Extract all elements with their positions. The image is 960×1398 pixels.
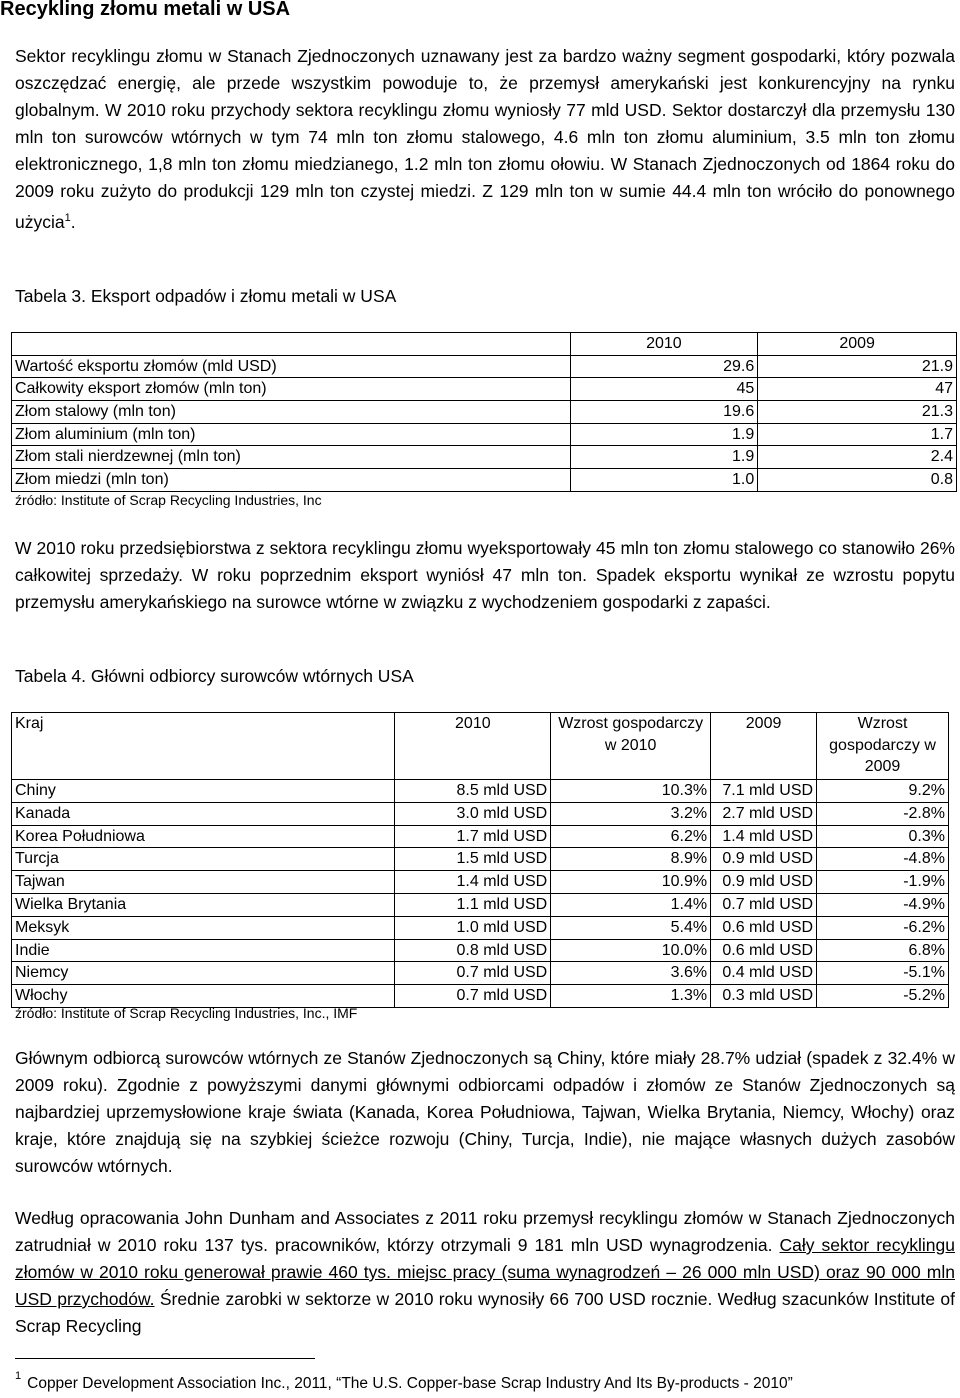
value-2010: 1.9 — [570, 423, 758, 446]
table-row — [12, 423, 957, 446]
value-2010: 8.5 mld USD — [395, 780, 551, 803]
growth-2010: 6.2% — [551, 825, 711, 848]
growth-2010: 1.4% — [551, 893, 711, 916]
growth-2009: -6.2% — [817, 916, 949, 939]
growth-2009: 6.8% — [817, 939, 949, 962]
growth-2009: -2.8% — [817, 802, 949, 825]
growth-2009: -4.8% — [817, 848, 949, 871]
growth-2009: -1.9% — [817, 871, 949, 894]
table-row — [12, 401, 957, 424]
value-2010: 0.7 mld USD — [395, 962, 551, 985]
country-cell: Wielka Brytania — [12, 893, 395, 916]
employment-text-a: Według opracowania John Dunham and Associates z 2011 roku przemysł recyklingu złomów w Stanach Zjednoczonych zatrudniał w 2010 roku 137 tys. pracowników, którzy otrzymali 9 181 mln USD wynagrodzenia. — [15, 1208, 955, 1255]
table-row — [12, 825, 949, 848]
value-2009: 21.9 — [758, 355, 957, 378]
value-2009: 0.6 mld USD — [711, 916, 817, 939]
growth-2009: 0.3% — [817, 825, 949, 848]
header-cell: Wzrost gospodarczy w 2009 — [817, 713, 949, 780]
table-row — [12, 939, 949, 962]
value-2009: 47 — [758, 378, 957, 401]
value-2009: 2.7 mld USD — [711, 802, 817, 825]
country-cell: Turcja — [12, 848, 395, 871]
intro-text: Sektor recyklingu złomu w Stanach Zjednoczonych uznawany jest za bardzo ważny segment gospodarki, który pozwala oszczędzać energię, ale przede wszystkim powoduje to, że przemysł amerykański jest konkurencyjny na rynku globalnym. W 2010 roku przychody sektora recyklingu złomu wyniosły 77 mld USD. Sektor dostarczył dla przemysłu 130 mln ton surowców wtórnych w tym 74 mln ton złomu stalowego, 4.6 mln ton złomu aluminium, 3.5 mln ton złomu elektronicznego, 1,8 mln ton złomu miedzianego, 1.2 mln ton złomu ołowiu. W Stanach Zjednoczonych od 1864 roku do 2009 roku zużyto do produkcji 129 mln ton czystej miedzi. Z 129 mln ton w sumie 44.4 mln ton wróciło do ponownego użycia — [15, 46, 955, 232]
footnote — [15, 1370, 793, 1393]
table-row — [12, 469, 957, 492]
table-row — [12, 962, 949, 985]
country-cell: Kanada — [12, 802, 395, 825]
value-2010: 3.0 mld USD — [395, 802, 551, 825]
growth-2009: -5.1% — [817, 962, 949, 985]
table-row — [12, 446, 957, 469]
recipients-paragraph: Głównym odbiorcą surowców wtórnych ze Stanów Zjednoczonych są Chiny, które miały 28.7% udział (spadek z 32.4% w 2009 roku). Zgodnie z powyższymi danymi głównymi odbiorcami odpadów i złomów ze Stanów Zjednoczonych są najbardziej uprzemysłowione kraje świata (Kanada, Korea Południowa, Tajwan, Wielka Brytania, Niemcy, Włochy) oraz kraje, które znajdują się na szybkiej ścieżce rozwoju (Chiny, Turcja, Indie), nie mające własnych dużych zasobów surowców wtórnych. — [15, 1048, 955, 1176]
row-label: Całkowity eksport złomów (mln ton) — [12, 378, 571, 401]
table-row — [12, 871, 949, 894]
table4-caption: Tabela 4. Główni odbiorcy surowców wtórnych USA — [15, 666, 414, 686]
table-row — [12, 802, 949, 825]
intro-paragraph — [15, 43, 955, 236]
row-label: Złom stali nierdzewnej (mln ton) — [12, 446, 571, 469]
value-2009: 21.3 — [758, 401, 957, 424]
value-2009: 0.8 — [758, 469, 957, 492]
growth-2010: 1.3% — [551, 985, 711, 1008]
value-2009: 0.6 mld USD — [711, 939, 817, 962]
table-row — [12, 780, 949, 803]
table-row — [12, 355, 957, 378]
growth-2010: 10.3% — [551, 780, 711, 803]
value-2010: 19.6 — [570, 401, 758, 424]
value-2010: 1.0 — [570, 469, 758, 492]
value-2009: 2.4 — [758, 446, 957, 469]
country-cell: Indie — [12, 939, 395, 962]
value-2009: 0.7 mld USD — [711, 893, 817, 916]
row-label: Wartość eksportu złomów (mld USD) — [12, 355, 571, 378]
table-row — [12, 378, 957, 401]
growth-2009: -5.2% — [817, 985, 949, 1008]
country-cell: Korea Południowa — [12, 825, 395, 848]
value-2009: 0.3 mld USD — [711, 985, 817, 1008]
growth-2010: 5.4% — [551, 916, 711, 939]
footnote-text: Copper Development Association Inc., 2011, “The U.S. Copper-base Scrap Industry And Its By-products - 2010” — [27, 1375, 793, 1392]
employment-text-b: Średnie zarobki w sektorze w 2010 roku wynosiły 66 700 USD rocznie. Według szacunków Institute of Scrap Recycling — [15, 1289, 955, 1336]
growth-2009: 9.2% — [817, 780, 949, 803]
export-paragraph: W 2010 roku przedsiębiorstwa z sektora recyklingu złomu wyeksportowały 45 mln ton złomu stalowego co stanowiło 26% całkowitej sprzedaży. W roku poprzednim eksport wyniósł 47 mln ton. Spadek eksportu wynikał ze wzrostu popytu przemysłu amerykańskiego na surowce wtórne w związku z wychodzeniem gospodarki z zapaści. — [15, 538, 955, 612]
table-row — [12, 848, 949, 871]
country-cell: Chiny — [12, 780, 395, 803]
value-2009: 7.1 mld USD — [711, 780, 817, 803]
value-2009: 1.7 — [758, 423, 957, 446]
growth-2009: -4.9% — [817, 893, 949, 916]
header-cell — [12, 333, 571, 356]
country-cell: Włochy — [12, 985, 395, 1008]
country-cell: Niemcy — [12, 962, 395, 985]
header-cell: Wzrost gospodarczy w 2010 — [551, 713, 711, 780]
value-2010: 1.5 mld USD — [395, 848, 551, 871]
value-2009: 0.9 mld USD — [711, 848, 817, 871]
row-label: Złom aluminium (mln ton) — [12, 423, 571, 446]
value-2009: 0.4 mld USD — [711, 962, 817, 985]
employment-paragraph — [15, 1205, 955, 1340]
table-row — [12, 916, 949, 939]
footnote-reference[interactable]: 1 — [64, 212, 71, 224]
growth-2010: 8.9% — [551, 848, 711, 871]
country-cell: Tajwan — [12, 871, 395, 894]
table3-caption: Tabela 3. Eksport odpadów i złomu metali w USA — [15, 286, 397, 306]
row-label: Złom stalowy (mln ton) — [12, 401, 571, 424]
growth-2010: 10.9% — [551, 871, 711, 894]
table3-export — [11, 332, 957, 492]
growth-2010: 10.0% — [551, 939, 711, 962]
header-cell: Kraj — [12, 713, 395, 780]
intro-end: . — [70, 211, 76, 232]
value-2009: 1.4 mld USD — [711, 825, 817, 848]
table4-source: źródło: Institute of Scrap Recycling Industries, Inc., IMF — [15, 1005, 358, 1021]
table-row — [12, 893, 949, 916]
table-header-row — [12, 713, 949, 780]
value-2010: 0.7 mld USD — [395, 985, 551, 1008]
table4-recipients — [11, 712, 949, 1008]
table3-source: źródło: Institute of Scrap Recycling Industries, Inc — [15, 492, 322, 508]
table-header-row — [12, 333, 957, 356]
footnote-divider — [15, 1358, 315, 1359]
document-title: Recykling złomu metali w USA — [0, 0, 291, 20]
value-2010: 1.4 mld USD — [395, 871, 551, 894]
value-2010: 1.9 — [570, 446, 758, 469]
value-2010: 1.1 mld USD — [395, 893, 551, 916]
footnote-mark: 1 — [15, 1370, 22, 1382]
country-cell: Meksyk — [12, 916, 395, 939]
value-2010: 0.8 mld USD — [395, 939, 551, 962]
value-2010: 29.6 — [570, 355, 758, 378]
value-2010: 1.7 mld USD — [395, 825, 551, 848]
header-cell: 2010 — [570, 333, 758, 356]
header-cell: 2010 — [395, 713, 551, 780]
value-2010: 1.0 mld USD — [395, 916, 551, 939]
value-2009: 0.9 mld USD — [711, 871, 817, 894]
growth-2010: 3.2% — [551, 802, 711, 825]
value-2010: 45 — [570, 378, 758, 401]
header-cell: 2009 — [758, 333, 957, 356]
growth-2010: 3.6% — [551, 962, 711, 985]
employment-text-underlined: Cały sektor recyklingu złomów w 2010 roku generował prawie 460 tys. miejsc pracy (suma wynagrodzeń – 26 000 mln USD) oraz 90 000 mln USD przychodów. — [15, 1235, 955, 1309]
row-label: Złom miedzi (mln ton) — [12, 469, 571, 492]
header-cell: 2009 — [711, 713, 817, 780]
